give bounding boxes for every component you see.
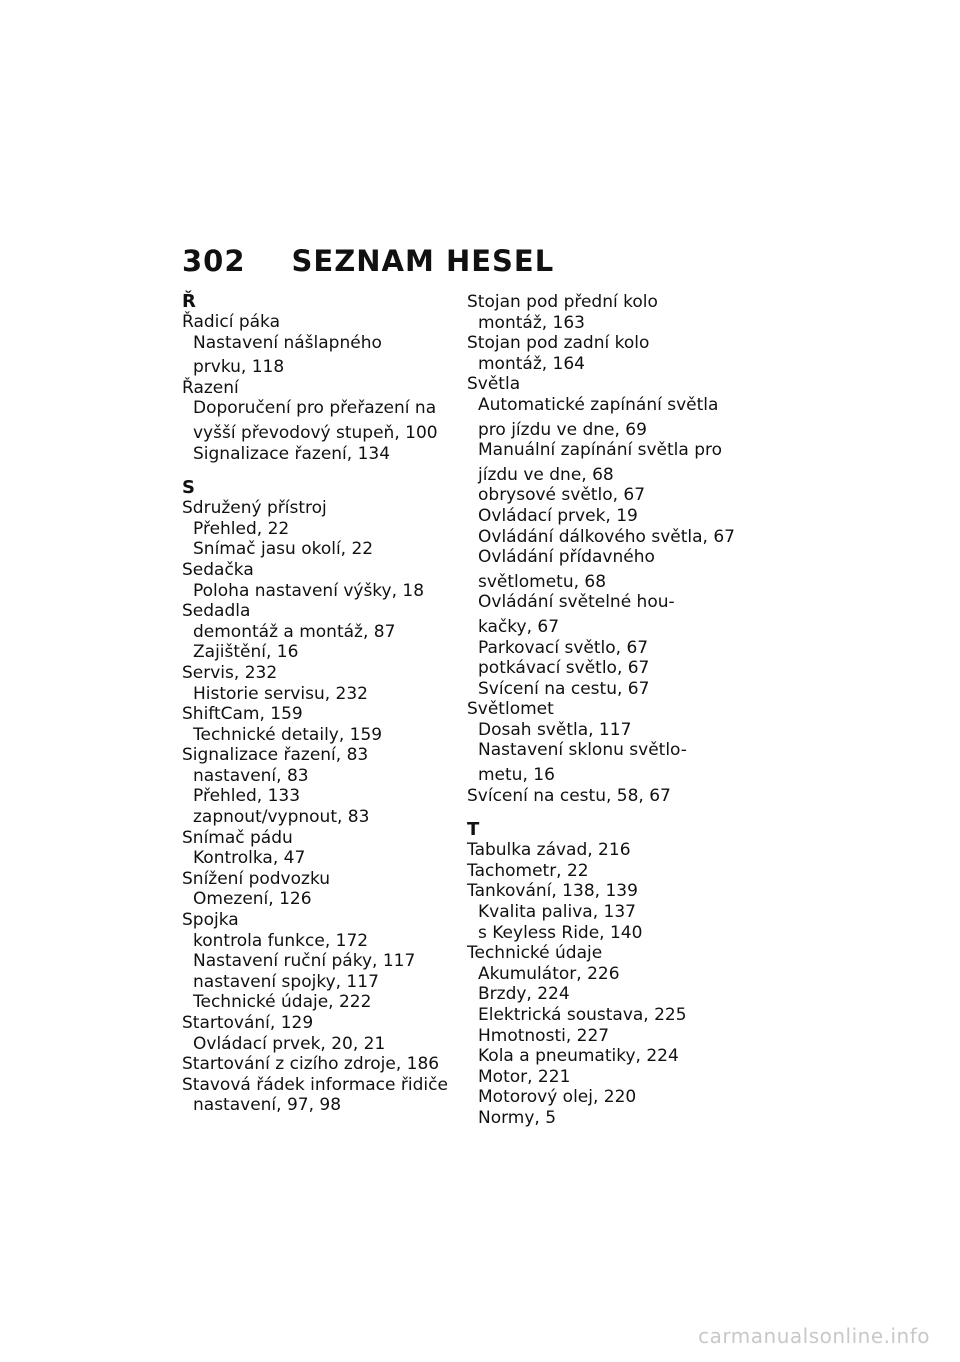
index-subentry-continuation: prvku, 118 [193,357,285,378]
index-subentry: kontrola funkce, 172 [193,930,369,951]
index-column-left [182,292,467,1116]
index-subentry: Brzdy, 224 [478,984,570,1005]
index-entry: Stojan pod přední kolo [467,292,658,312]
index-subentry: Ovládací prvek, 20, 21 [193,1033,386,1054]
index-subentry: Ovládání dálkového světla, 67 [478,526,735,547]
index-subentry: Zajištění, 16 [193,642,299,663]
index-entry: Řazení [182,377,239,398]
index-subentry: Historie servisu, 232 [193,683,368,704]
index-subentry: Poloha nastavení výšky, 18 [193,580,425,601]
index-subentry: Přehled, 22 [193,518,290,539]
index-subentry: Motorový olej, 220 [478,1087,637,1108]
index-subentry: Nastavení sklonu světlo- [478,740,687,761]
index-entry: ShiftCam, 159 [182,704,303,725]
index-entry: Sdružený přístroj [182,498,327,519]
index-subentry: Přehled, 133 [193,786,301,807]
index-subentry: Omezení, 126 [193,889,312,910]
index-subentry: Motor, 221 [478,1066,571,1087]
index-subentry: montáž, 163 [478,312,585,333]
index-subentry-continuation: světlometu, 68 [478,571,607,592]
index-subentry: s Keyless Ride, 140 [478,922,643,943]
index-subentry: nastavení, 97, 98 [193,1095,342,1116]
index-subentry: Technické detaily, 159 [193,724,383,745]
index-entry: Startování z cizího zdroje, 186 [182,1054,440,1075]
index-entry: Stojan pod zadní kolo [467,333,650,354]
index-subentry: Normy, 5 [478,1107,557,1128]
index-subentry: Kola a pneumatiky, 224 [478,1046,679,1067]
page-title: SEZNAM HESEL [291,244,555,278]
index-subentry: Dosah světla, 117 [478,719,632,740]
index-subentry: nastavení, 83 [193,765,309,786]
index-entry: Technické údaje [467,943,603,964]
index-subentry: potkávací světlo, 67 [478,658,650,679]
index-entry: Stavová řádek informace řidiče [182,1074,448,1095]
index-entry: Snížení podvozku [182,868,331,889]
index-entry: Svícení na cestu, 58, 67 [467,785,671,806]
index-entry: Sedačka [182,559,254,580]
index-letter-heading: Ř [182,291,196,312]
index-entry: Tankování, 138, 139 [467,881,638,902]
index-subentry: Parkovací světlo, 67 [478,637,649,658]
index-subentry: Snímač jasu okolí, 22 [193,539,374,560]
index-subentry: Svícení na cestu, 67 [478,678,650,699]
index-subentry: Nastavení ruční páky, 117 [193,951,416,972]
index-subentry: zapnout/vypnout, 83 [193,807,370,828]
index-subentry: Akumulátor, 226 [478,963,620,984]
index-column-right [467,292,752,1129]
index-subentry: Hmotnosti, 227 [478,1025,610,1046]
index-entry: Řadicí páka [182,312,281,332]
index-subentry: obrysové světlo, 67 [478,485,646,506]
index-subentry-continuation: metu, 16 [478,765,555,786]
index-subentry: Ovládací prvek, 19 [478,505,638,526]
watermark: carmanualsonline.info [698,1324,930,1348]
index-entry: Tabulka závad, 216 [467,840,631,861]
index-subentry-continuation: kačky, 67 [478,616,560,637]
index-subentry: Manuální zapínání světla pro [478,440,723,461]
index-subentry-continuation: vyšší převodový stupeň, 100 [193,422,438,443]
index-subentry-continuation: pro jízdu ve dne, 69 [478,419,647,440]
index-letter-heading: T [467,819,480,841]
index-subentry: Kontrolka, 47 [193,848,306,869]
index-entry: Sedadla [182,601,251,622]
index-subentry: demontáž a montáž, 87 [193,621,396,642]
page-header [182,244,554,278]
page-number: 302 [182,244,246,278]
index-subentry: Signalizace řazení, 134 [193,443,391,464]
index-letter-heading: S [182,477,195,499]
index-subentry: Nastavení nášlapného [193,332,382,353]
index-entry: Světla [467,374,521,395]
index-subentry: Kvalita paliva, 137 [478,902,636,923]
index-subentry: Ovládání přídavného [478,547,655,568]
index-subentry: Doporučení pro přeřazení na [193,398,437,419]
index-entry: Signalizace řazení, 83 [182,745,369,766]
index-entry: Servis, 232 [182,662,278,683]
index-subentry: Automatické zapínání světla [478,394,719,415]
index-entry: Snímač pádu [182,827,293,848]
index-entry: Tachometr, 22 [467,860,589,881]
index-subentry: Technické údaje, 222 [193,992,372,1013]
index-subentry-continuation: jízdu ve dne, 68 [478,464,614,485]
index-subentry: nastavení spojky, 117 [193,971,379,992]
index-entry: Spojka [182,910,239,931]
index-entry: Světlomet [467,699,554,720]
index-subentry: montáž, 164 [478,353,585,374]
index-entry: Startování, 129 [182,1013,314,1033]
index-subentry: Ovládání světelné hou- [478,592,675,613]
index-subentry: Elektrická soustava, 225 [478,1005,687,1025]
